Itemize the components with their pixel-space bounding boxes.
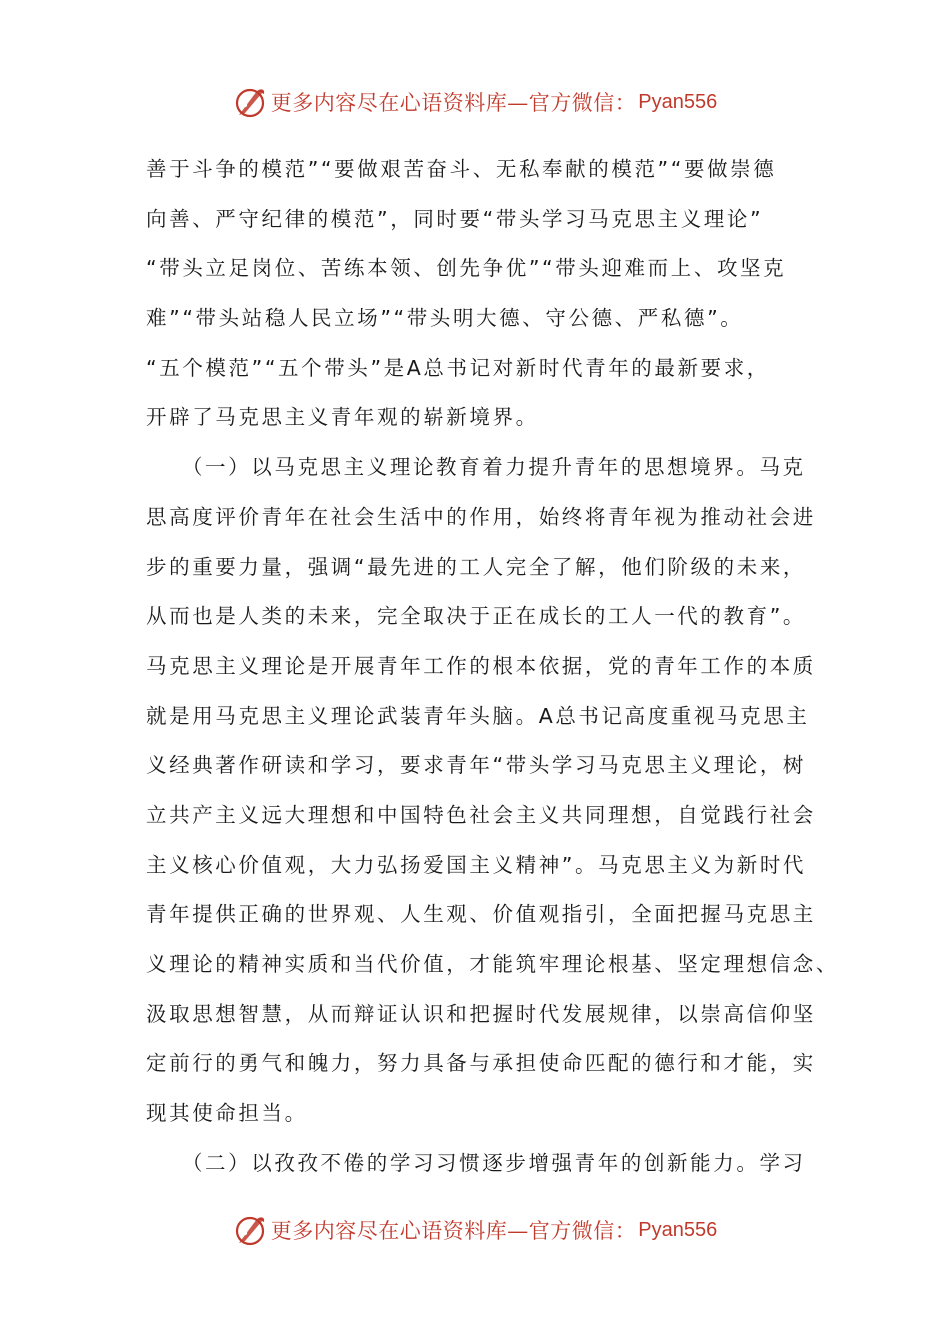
- body-line: 定前行的勇气和魄力，努力具备与承担使命匹配的德行和才能，实: [146, 1051, 816, 1076]
- body-line: 难”“带头站稳人民立场”“带头明大德、守公德、严私德”。: [146, 306, 744, 331]
- wechat-id: Pyan556: [638, 1218, 718, 1241]
- quill-pen-logo-icon: [233, 1213, 267, 1247]
- body-line: 青年提供正确的世界观、人生观、价值观指引，全面把握马克思主: [146, 902, 816, 927]
- body-line: 开辟了马克思主义青年观的崭新境界。: [146, 405, 539, 430]
- brand-text: 更多内容尽在心语资料库—官方微信：: [270, 1219, 637, 1243]
- header-watermark-banner: [0, 82, 950, 122]
- body-line: 就是用马克思主义理论武装青年头脑。A总书记高度重视马克思主: [146, 703, 810, 728]
- document-body: [146, 145, 839, 1188]
- body-line: 主义核心价值观，大力弘扬爱国主义精神”。马克思主义为新时代: [146, 852, 807, 877]
- body-line: 向善、严守纪律的模范”，同时要“带头学习马克思主义理论”: [146, 206, 764, 231]
- footer-watermark-banner: [0, 1210, 950, 1250]
- body-line: 善于斗争的模范”“要做艰苦奋斗、无私奉献的模范”“要做崇德: [146, 157, 777, 181]
- body-line: （二）以孜孜不倦的学习习惯逐步增强青年的创新能力。学习: [146, 1150, 806, 1175]
- brand-text: 更多内容尽在心语资料库—官方微信：: [270, 91, 637, 115]
- body-line: 义理论的精神实质和当代价值，才能筑牢理论根基、坚定理想信念、: [146, 952, 839, 976]
- quill-pen-logo-icon: [233, 85, 267, 119]
- body-line: 从而也是人类的未来，完全取决于正在成长的工人一代的教育”。: [146, 604, 807, 629]
- body-line: “带头立足岗位、苦练本领、创先争优”“带头迎难而上、攻坚克: [146, 256, 787, 281]
- body-line: 步的重要力量，强调“最先进的工人完全了解，他们阶级的未来，: [146, 554, 807, 579]
- body-line: 义经典著作研读和学习，要求青年“带头学习马克思主义理论，树: [146, 753, 807, 778]
- body-line: 思高度评价青年在社会生活中的作用，始终将青年视为推动社会进: [146, 504, 816, 529]
- body-line: 汲取思想智慧，从而辩证认识和把握时代发展规律，以崇高信仰坚: [146, 1001, 816, 1026]
- wechat-id: Pyan556: [638, 90, 718, 113]
- body-line: 马克思主义理论是开展青年工作的根本依据，党的青年工作的本质: [146, 653, 816, 678]
- body-line: “五个模范”“五个带头”是A总书记对新时代青年的最新要求，: [146, 355, 770, 380]
- body-line: 现其使命担当。: [146, 1101, 308, 1126]
- body-line: 立共产主义远大理想和中国特色社会主义共同理想，自觉践行社会: [146, 802, 816, 827]
- body-line: （一）以马克思主义理论教育着力提升青年的思想境界。马克: [146, 455, 806, 480]
